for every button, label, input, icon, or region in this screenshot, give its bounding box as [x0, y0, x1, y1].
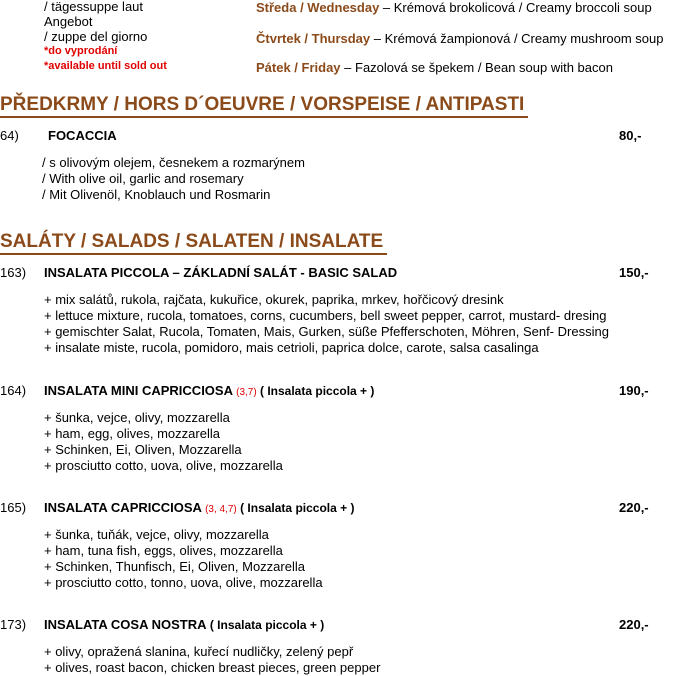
description-line: + olivy, opražená slanina, kuřecí nudličky, zelený pepř: [44, 644, 354, 659]
item-description: [44, 292, 609, 356]
description-line: + gemischter Salat, Rucola, Tomaten, Mais, Gurken, süße Pfefferschoten, Möhren, Senf- Dressing: [44, 324, 609, 339]
description-line: + mix salátů, rukola, rajčata, kukuřice, okurek, paprika, mrkev, hořčicový dresink: [44, 292, 504, 307]
item-price: 190,-: [619, 383, 649, 398]
menu-item-focaccia: [0, 127, 700, 145]
allergen-codes: (3,7): [236, 387, 257, 398]
item-number: 64): [0, 128, 19, 143]
description-line: + šunka, tuňák, vejce, olivy, mozzarella: [44, 527, 269, 542]
soup-day-label: Pátek / Friday: [256, 60, 341, 75]
item-name: [44, 382, 374, 402]
soup-day-thursday: [256, 31, 664, 46]
menu-item-insalata-mini-capricciosa: [0, 382, 700, 400]
item-number: 165): [0, 500, 27, 515]
description-line: + prosciutto cotto, uova, olive, mozzarella: [44, 458, 283, 473]
item-price: 80,-: [619, 128, 642, 143]
soup-note-cz: *do vyprodání: [44, 45, 118, 57]
item-name-text: INSALATA COSA NOSTRA: [44, 617, 207, 632]
description-line: + ham, egg, olives, mozzarella: [44, 426, 220, 441]
description-line: / Mit Olivenöl, Knoblauch und Rosmarin: [42, 187, 271, 202]
soup-day-text: – Fazolová se špekem / Bean soup with bacon: [340, 60, 613, 75]
item-description: [44, 527, 323, 591]
salads-section: [0, 231, 700, 255]
item-name-text: INSALATA PICCOLA – ZÁKLADNÍ SALÁT - BASIC SALAD: [44, 265, 398, 280]
item-number: 173): [0, 617, 27, 632]
item-name: FOCACCIA: [48, 128, 117, 143]
item-price: 150,-: [619, 265, 649, 280]
description-line: + šunka, vejce, olivy, mozzarella: [44, 410, 230, 425]
menu-item-insalata-cosa-nostra: [0, 616, 700, 634]
soup-day-friday: [256, 60, 613, 75]
menu-item-insalata-capricciosa: [0, 499, 700, 517]
item-number: 163): [0, 265, 27, 280]
description-line: / s olivovým olejem, česnekem a rozmarýnem: [42, 155, 305, 170]
soup-left-line: / tägessuppe laut: [44, 0, 144, 14]
soup-left-line: / zuppe del giorno: [44, 29, 148, 44]
description-line: + prosciutto cotto, tonno, uova, olive, mozzarella: [44, 575, 323, 590]
section-title-salads: SALÁTY / SALADS / SALATEN / INSALATE: [0, 231, 387, 255]
item-price: 220,-: [619, 617, 649, 632]
description-line: / With olive oil, garlic and rosemary: [42, 171, 244, 186]
item-name: [44, 264, 397, 282]
soup-day-wednesday: [256, 0, 652, 15]
description-line: + lettuce mixture, rucola, tomatoes, corns, cucumbers, bell sweet pepper, carrot, mustard- dresing: [44, 308, 607, 323]
section-title-starters: PŘEDKRMY / HORS D´OEUVRE / VORSPEISE / ANTIPASTI: [0, 94, 528, 118]
starters-section: [0, 94, 700, 118]
description-line: + ham, tuna fish, eggs, olives, mozzarella: [44, 543, 283, 558]
soup-note-en: *available until sold out: [44, 60, 167, 72]
item-name-text: INSALATA CAPRICCIOSA: [44, 500, 206, 515]
soup-day-label: Čtvrtek / Thursday: [256, 31, 371, 46]
item-subtitle: ( Insalata piccola + ): [256, 384, 375, 398]
menu-item-insalata-piccola: [0, 264, 700, 282]
item-price: 220,-: [619, 500, 649, 515]
soup-left-line: Angebot: [44, 14, 93, 29]
item-subtitle: ( Insalata piccola + ): [236, 501, 355, 515]
item-subtitle: ( Insalata piccola + ): [206, 618, 325, 632]
soup-left-block: [44, 0, 167, 74]
description-line: + insalate miste, rucola, pomidoro, mais cetrioli, paprica dolce, carote, salsa casalinga: [44, 340, 539, 355]
description-line: + Schinken, Thunfisch, Ei, Oliven, Mozzarella: [44, 559, 305, 574]
item-name: [44, 499, 354, 519]
soup-day-text: – Krémová žampionová / Creamy mushroom soup: [370, 31, 664, 46]
item-number: 164): [0, 383, 27, 398]
item-description: [42, 155, 305, 203]
description-line: + olives, roast bacon, chicken breast pieces, green pepper: [44, 660, 381, 675]
item-name: [44, 616, 324, 634]
description-line: + Schinken, Ei, Oliven, Mozzarella: [44, 442, 242, 457]
soup-day-label: Středa / Wednesday: [256, 0, 380, 15]
allergen-codes: (3, 4,7): [205, 504, 237, 515]
soup-day-text: – Krémová brokolicová / Creamy broccoli soup: [379, 0, 652, 15]
item-description: [44, 644, 380, 676]
item-name-text: INSALATA MINI CAPRICCIOSA: [44, 383, 237, 398]
item-description: [44, 410, 283, 474]
